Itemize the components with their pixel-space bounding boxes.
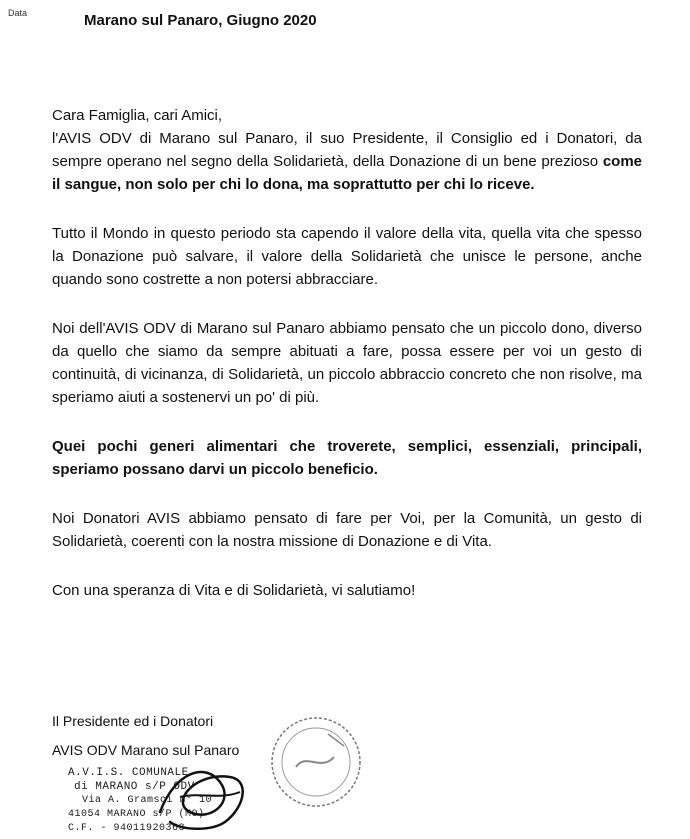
stamp-line-4: 41054 MARANO s/P (MO) <box>68 809 205 820</box>
stamp-line-3: Via A. Gramsci n° 10 <box>82 795 213 806</box>
signature-org: AVIS ODV Marano sul Panaro <box>52 742 240 758</box>
paragraph-3: Noi dell'AVIS ODV di Marano sul Panaro abbiamo pensato che un piccolo dono, diverso da quello che siamo da sempre abituati a fare, possa essere per voi un gesto di continuità, di vicinanza, di Solidarietà, un piccolo abbraccio concreto che non risolve, ma speriamo aiuti a sostenervi un po' di più. <box>52 320 642 406</box>
letter-date-header: Marano sul Panaro, Giugno 2020 <box>84 12 317 29</box>
paragraph-1-text: l'AVIS ODV di Marano sul Panaro, il suo Presidente, il Consiglio ed i Donatori, da sempre operano nel segno della Solidarietà, della Donazione di un bene prezioso <box>52 130 642 170</box>
paragraph-2: Tutto il Mondo in questo periodo sta capendo il valore della vita, quella vita che spesso la Donazione può salvare, il valore della Solidarietà che unisce le persone, anche quando sono costrette a non potersi abbracciare. <box>52 225 642 288</box>
signature-title: Il Presidente ed i Donatori <box>52 713 214 729</box>
round-seal <box>266 712 366 812</box>
stamp-line-2: di MARANO s/P ODV <box>74 781 195 793</box>
paragraph-1-bold: come il sangue, non solo per chi lo dona, ma soprattutto per chi lo riceve. <box>52 153 643 193</box>
greeting: Cara Famiglia, cari Amici, <box>52 107 223 124</box>
stamp-line-5: C.F. - 94011920363 <box>68 823 186 834</box>
paragraph-1 <box>52 127 642 196</box>
paragraph-4: Quei pochi generi alimentari che troverete, semplici, essenziali, principali, speriamo possano darvi un piccolo beneficio. <box>52 438 642 478</box>
stamp-line-1: A.V.I.S. COMUNALE <box>68 767 189 779</box>
letter-body <box>52 104 642 602</box>
handwritten-signature <box>150 752 260 837</box>
paragraph-5: Noi Donatori AVIS abbiamo pensato di fare per Voi, per la Comunità, un gesto di Solidarietà, coerenti con la nostra missione di Donazione e di Vita. <box>52 510 642 550</box>
corner-label: Data <box>8 8 28 18</box>
closing-line: Con una speranza di Vita e di Solidarietà, vi salutiamo! <box>52 582 416 599</box>
